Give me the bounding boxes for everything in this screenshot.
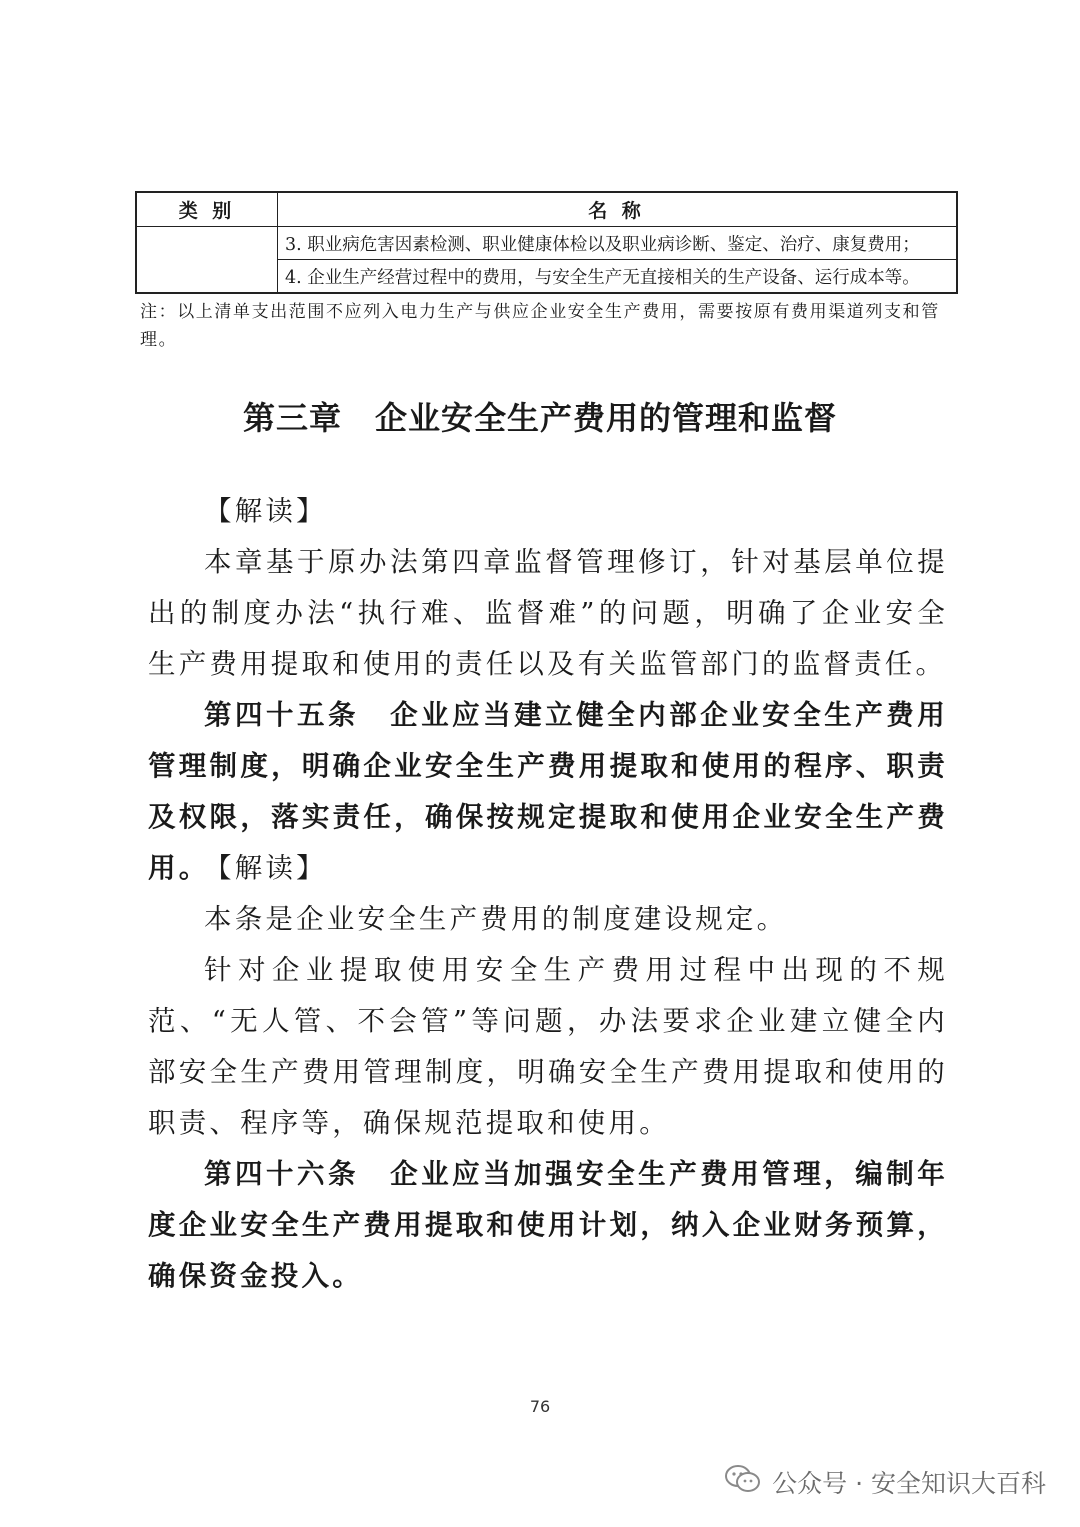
article-46 xyxy=(148,1149,948,1302)
table-note: 注：以上清单支出范围不应列入电力生产与供应企业安全生产费用，需要按原有费用渠道列支和管理。 xyxy=(140,302,940,350)
table-row: 4. 企业生产经营过程中的费用，与安全生产无直接相关的生产设备、运行成本等。 xyxy=(285,267,920,288)
article-45-number: 第四十五条 xyxy=(204,699,360,731)
table-row: 3. 职业病危害因素检测、职业健康体检以及职业病诊断、鉴定、治疗、康复费用； xyxy=(285,234,920,255)
expense-table xyxy=(135,191,958,294)
article-46-text: 企业应当加强安全生产费用管理，编制年度企业安全生产费用提取和使用计划，纳入企业财务预算，确保资金投入。 xyxy=(148,1158,948,1292)
footer-account-name: 公众号 · 安全知识大百科 xyxy=(772,1469,1046,1498)
interpretation-label: 【解读】 xyxy=(204,852,327,884)
page-number: 76 xyxy=(529,1397,551,1416)
chapter-interpretation: 本章基于原办法第四章监督管理修订，针对基层单位提出的制度办法“执行难、监督难”的问题，明确了企业安全生产费用提取和使用的责任以及有关监管部门的监督责任。 xyxy=(148,546,948,680)
article-45-interpretation: 针对企业提取使用安全生产费用过程中出现的不规范、“无人管、不会管”等问题，办法要求企业建立健全内部安全生产费用管理制度，明确安全生产费用提取和使用的职责、程序等，确保规范提取和使用。 xyxy=(148,954,948,1139)
table-header-category: 类 别 xyxy=(178,200,236,222)
footer-watermark xyxy=(724,1463,1046,1501)
table-header-name: 名 称 xyxy=(588,200,645,222)
table-divider-vertical xyxy=(277,193,278,292)
article-45-summary: 本条是企业安全生产费用的制度建设规定。 xyxy=(204,903,788,935)
article-45-text: 企业应当建立健全内部企业安全生产费用管理制度，明确企业安全生产费用提取和使用的程序、职责及权限，落实责任，确保按规定提取和使用企业安全生产费用。 xyxy=(148,699,948,884)
interpretation-label: 【解读】 xyxy=(204,495,327,527)
wechat-icon xyxy=(724,1463,762,1501)
chapter-title: 第三章 企业安全生产费用的管理和监督 xyxy=(242,399,837,437)
article-46-number: 第四十六条 xyxy=(204,1158,360,1190)
